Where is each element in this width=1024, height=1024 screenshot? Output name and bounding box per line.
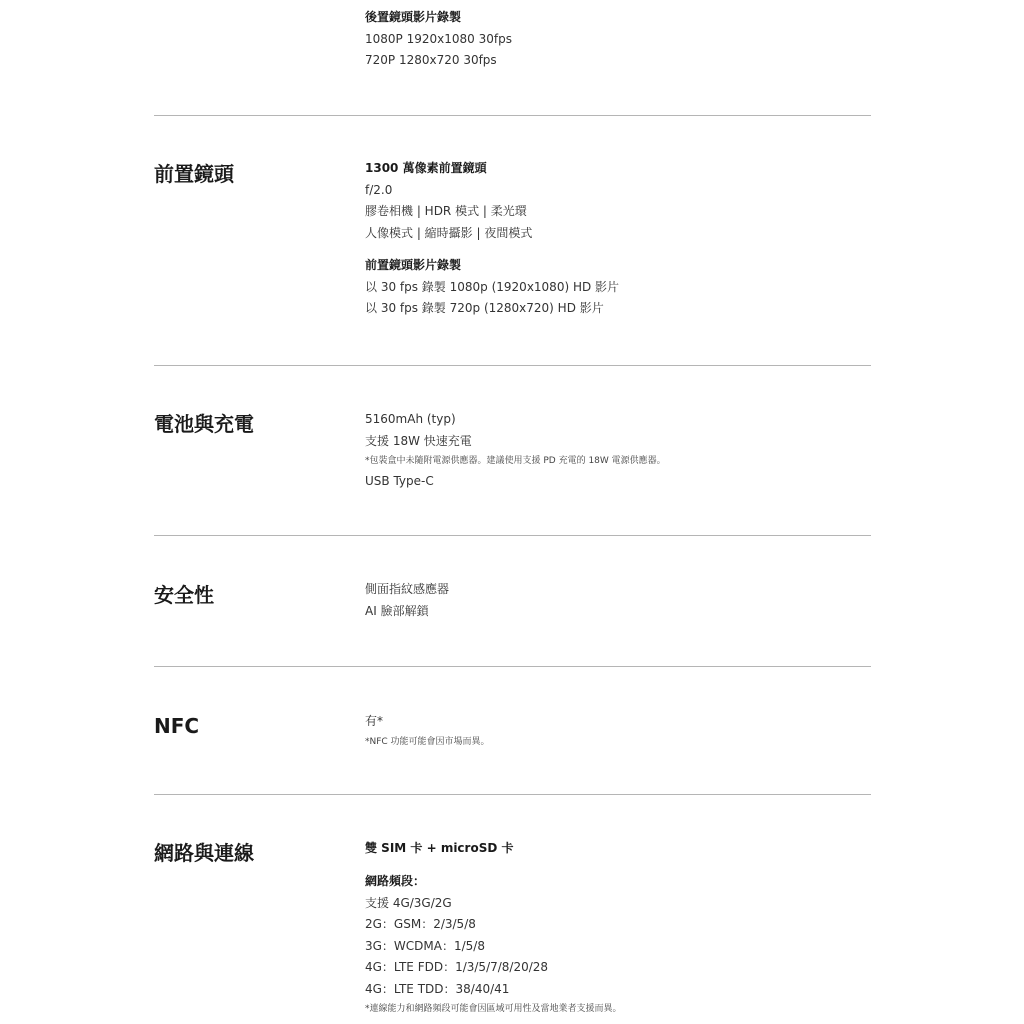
front-camera-aperture: f/2.0 [365,182,393,197]
front-camera-modes-2: 人像模式 | 縮時攝影 | 夜間模式 [365,225,533,240]
network-sim-heading: 雙 SIM 卡 + microSD 卡 [365,841,514,855]
section-title-front-camera: 前置鏡頭 [154,162,234,186]
network-band-2g: 2G：GSM：2/3/5/8 [365,917,476,931]
network-band-4g-tdd: 4G：LTE TDD：38/40/41 [365,981,510,996]
front-video-block [365,255,871,320]
battery-fast-charge: 支援 18W 快速充電 [365,433,472,448]
front-video-line-1080p: 以 30 fps 錄製 1080p (1920x1080) HD 影片 [365,279,620,294]
section-title-network: 網路與連線 [154,841,254,865]
section-title-nfc: NFC [154,714,200,738]
rear-video-line-720p: 720P 1280x720 30fps [365,53,497,67]
network-block [365,838,871,860]
nfc-note: *NFC 功能可能會因市場而異。 [365,736,490,747]
battery-capacity: 5160mAh (typ) [365,412,456,426]
nfc-value: 有* [365,714,384,728]
section-title-security: 安全性 [154,583,214,607]
network-note: *連線能力和網路頻段可能會因區域可用性及當地業者支援而異。 [365,1004,622,1014]
battery-block [365,409,871,493]
front-camera-block [365,158,871,244]
section-divider [154,365,871,366]
front-video-heading: 前置鏡頭影片錄製 [365,258,462,272]
network-bands-heading: 網路頻段： [365,874,426,888]
section-divider [154,666,871,667]
section-divider [154,115,871,116]
network-bands-block [365,871,871,1019]
rear-video-block [365,7,871,72]
section-divider [154,794,871,795]
network-band-4g-fdd: 4G：LTE FDD：1/3/5/7/8/20/28 [365,960,549,974]
battery-connector: USB Type-C [365,474,434,488]
security-block [365,579,871,622]
rear-video-heading: 後置鏡頭影片錄製 [365,10,462,24]
front-camera-heading: 1300 萬像素前置鏡頭 [365,161,487,175]
section-divider [154,535,871,536]
front-video-line-720p: 以 30 fps 錄製 720p (1280x720) HD 影片 [365,301,604,315]
network-band-support: 支援 4G/3G/2G [365,895,452,910]
rear-video-line-1080p: 1080P 1920x1080 30fps [365,31,512,46]
front-camera-modes-1: 膠卷相機 | HDR 模式 | 柔光環 [365,204,527,218]
security-fingerprint: 側面指紋感應器 [365,582,450,596]
battery-note: *包裝盒中未隨附電源供應器。建議使用支援 PD 充電的 18W 電源供應器。 [365,456,666,466]
nfc-block [365,711,871,752]
security-face-unlock: AI 臉部解鎖 [365,603,429,618]
network-band-3g: 3G：WCDMA：1/5/8 [365,938,485,953]
section-title-battery: 電池與充電 [154,412,254,436]
